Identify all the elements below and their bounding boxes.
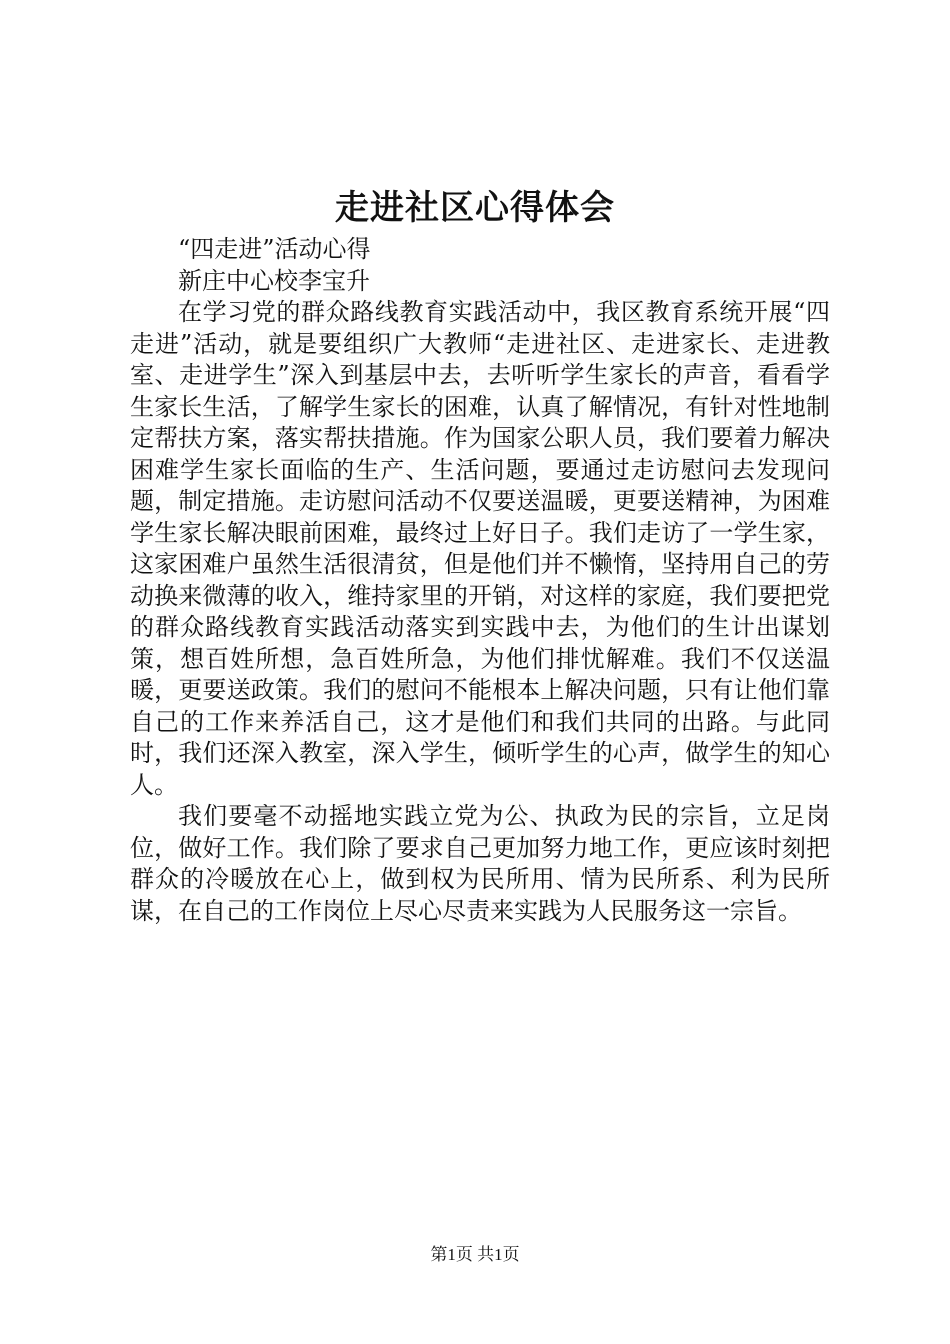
author-paragraph: 新庄中心校李宝升 — [178, 266, 370, 295]
page-title: 走进社区心得体会 — [335, 188, 615, 228]
page-number-footer: 第1页 共1页 — [430, 1245, 520, 1264]
body-paragraph: 我们要毫不动摇地实践立党为公、执政为民的宗旨，立足岗位，做好工作。我们除了要求自己更加努力地工作，更应该时刻把群众的冷暖放在心上，做到权为民所用、情为民所系、利为民所谋，在自己的工作岗位上尽心尽责来实践为人民服务这一宗旨。 — [130, 802, 830, 925]
body-paragraph: 在学习党的群众路线教育实践活动中，我区教育系统开展“四走进”活动，就是要组织广大教师“走进社区、走进家长、走进教室、走进学生”深入到基层中去，去听听学生家长的声音，看看学生家长生活，了解学生家长的困难，认真了解情况，有针对性地制定帮扶方案，落实帮扶措施。作为国家公职人员，我们要着力解决困难学生家长面临的生产、生活问题，要通过走访慰问去发现问题，制定措施。走访慰问活动不仅要送温暖，更要送精神，为困难学生家长解决眼前困难，最终过上好日子。我们走访了一学生家，这家困难户虽然生活很清贫，但是他们并不懒惰，坚持用自己的劳动换来微薄的收入，维持家里的开销，对这样的家庭，我们要把党的群众路线教育实践活动落实到实践中去，为他们的生计出谋划策，想百姓所想，急百姓所急，为他们排忧解难。我们不仅送温暖，更要送政策。我们的慰问不能根本上解决问题，只有让他们靠自己的工作来养活自己，这才是他们和我们共同的出路。与此同时，我们还深入教室，深入学生，倾听学生的心声，做学生的知心人。 — [130, 298, 830, 799]
document-body — [130, 234, 830, 927]
subtitle-paragraph: “四走进”活动心得 — [178, 235, 371, 263]
